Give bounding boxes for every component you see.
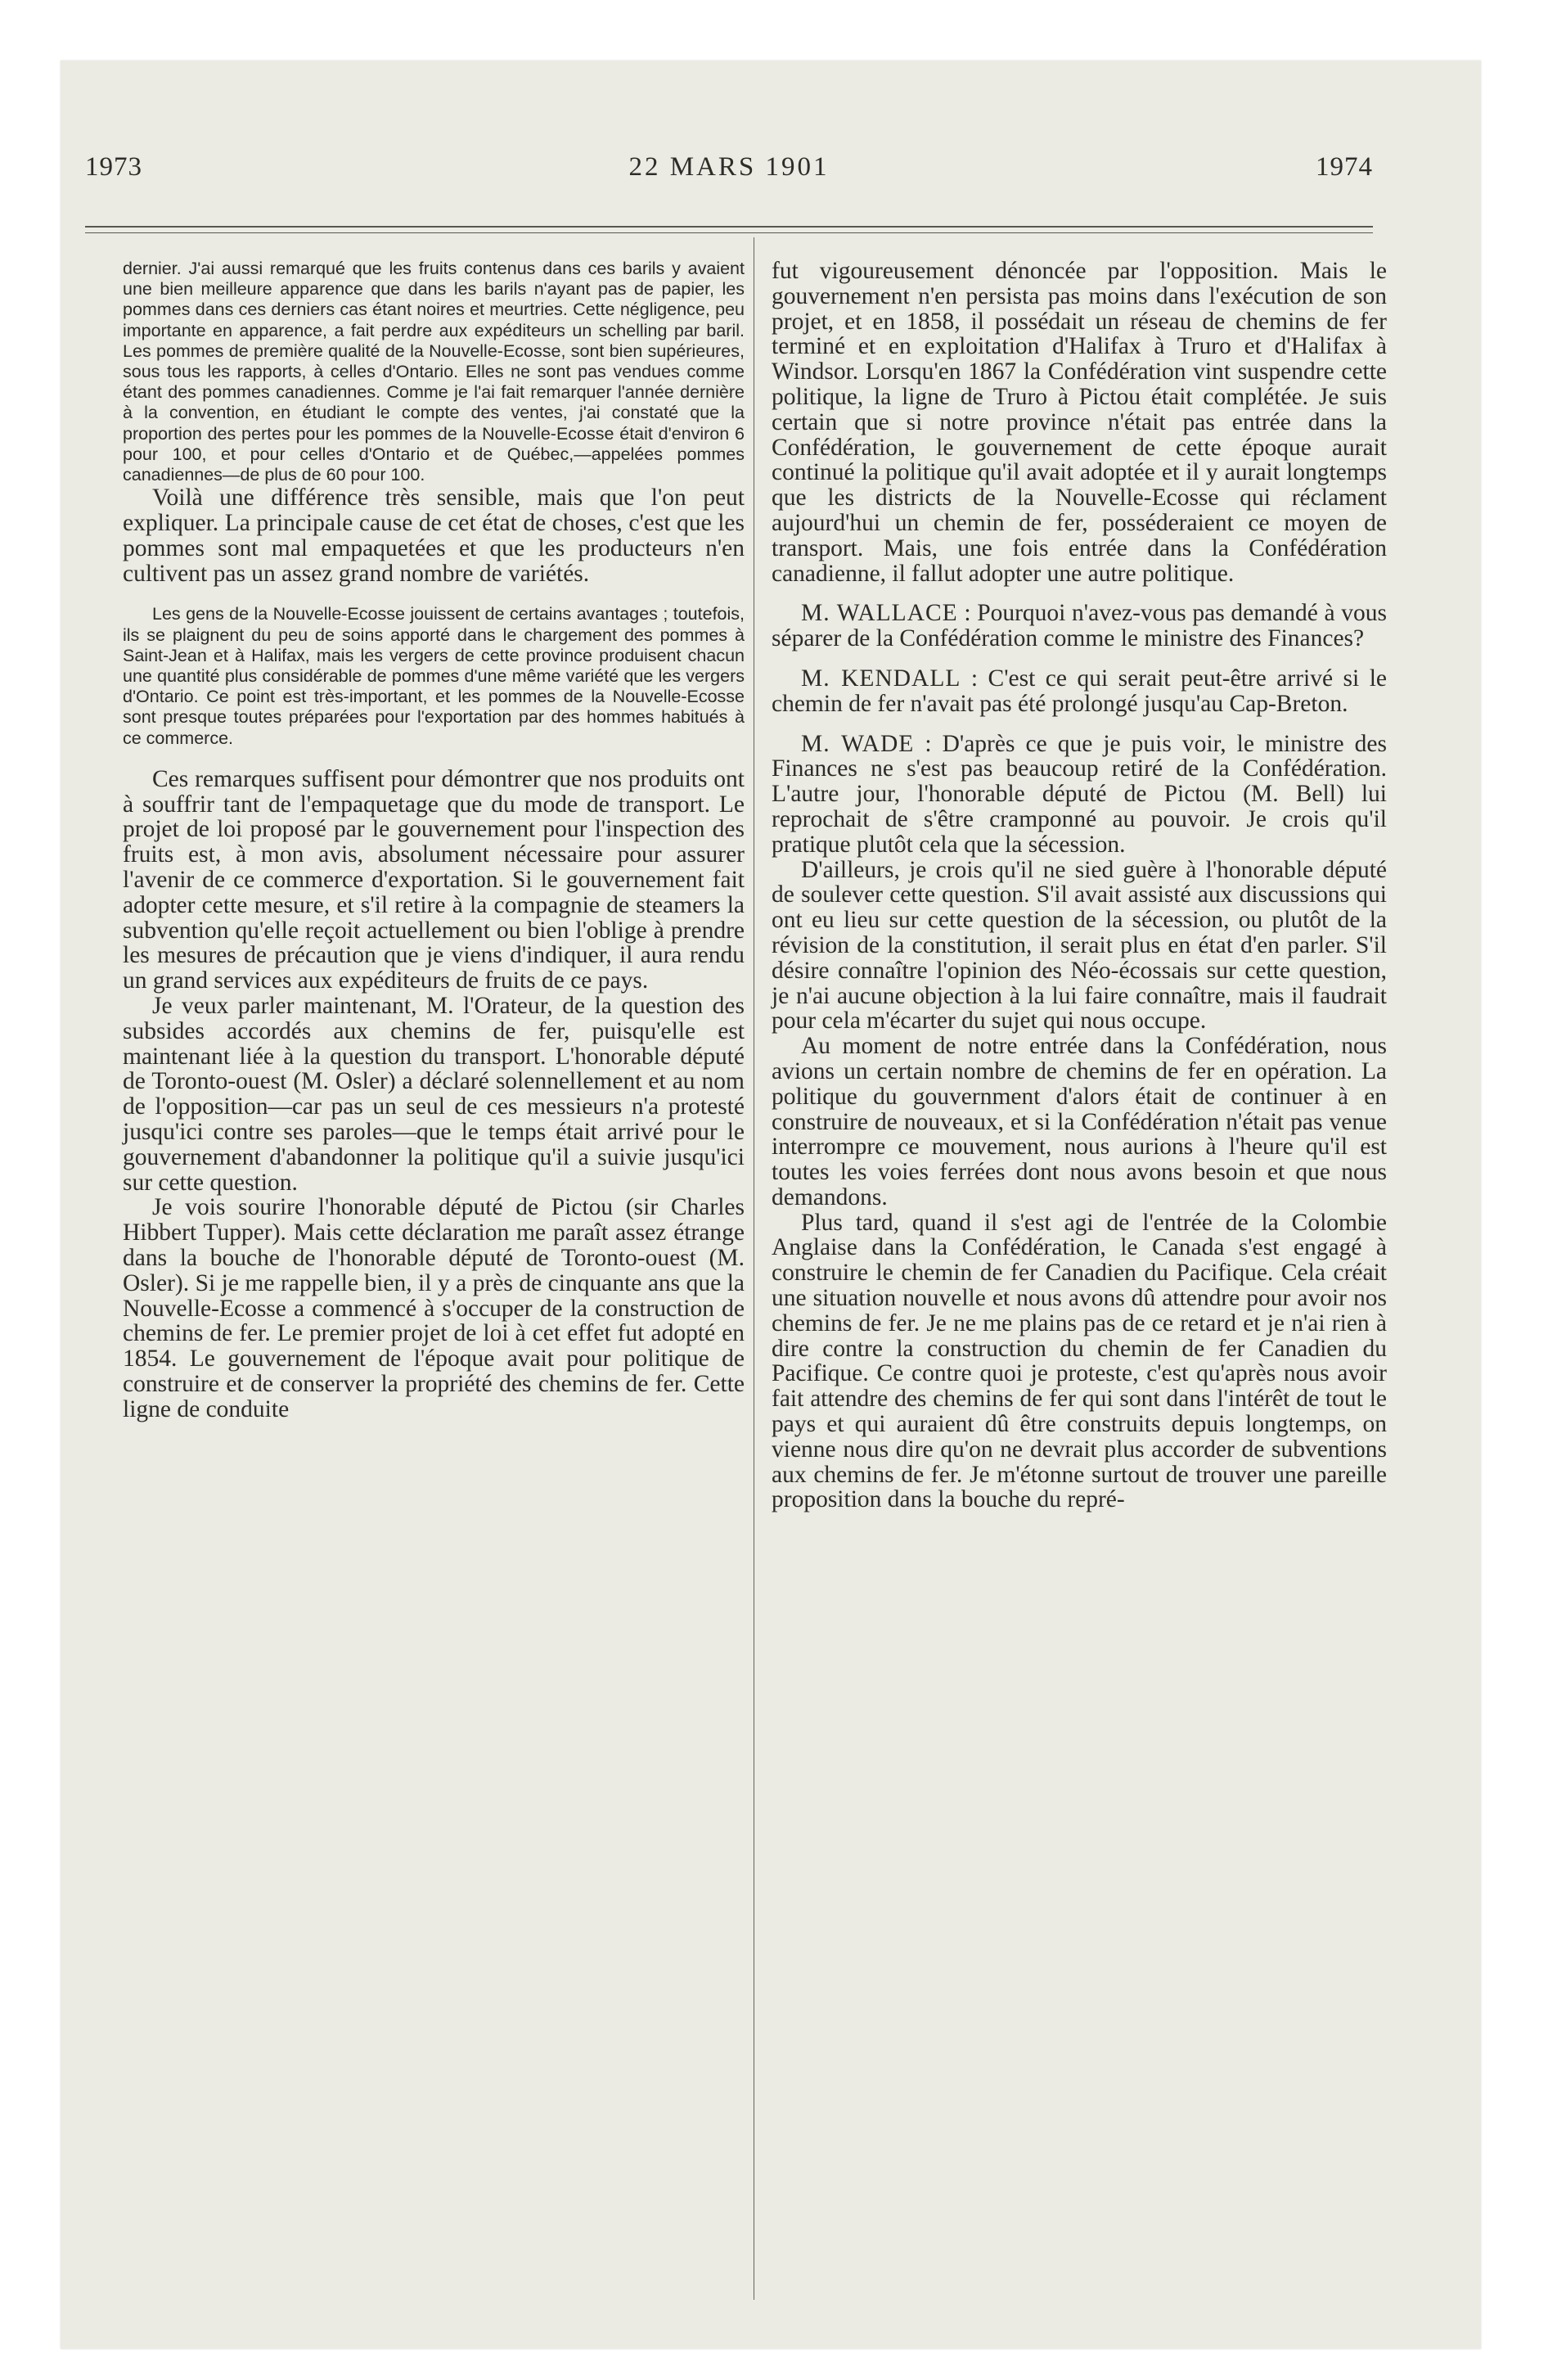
paragraph: Au moment de notre entrée dans la Confédération, nous avions un certain nombre de chemins de fer en opération. La politique du gouvernment d'alors était de continuer à en construire de nouveaux, et si la Confédération n'était pas venue interrompre ce mouvement, nous aurions à l'heure qu'il est toutes les voies ferrées dont nous avons besoin et que nous demandons. — [772, 1033, 1387, 1210]
speech-text: : C'est ce qui serait peut-être arrivé si le chemin de fer n'avait pas été prolongé jusqu'au Cap-Breton. — [772, 665, 1387, 717]
paragraph: D'ailleurs, je crois qu'il ne sied guère à l'honorable député de soulever cette question. S'il avait assisté aux discussions qui ont eu lieu sur cette question de la sécession, ou plutôt de la révision de la constitution, il serait plus en état d'en parler. S'il désire connaître l'opinion des Néo-écossais sur cette question, je n'ai aucune objection à la lui faire connaître, mais il faudrait pour cela m'écarter du sujet qui nous occupe. — [772, 856, 1387, 1034]
page-number-left: 1973 — [85, 152, 142, 182]
header-date: 22 MARS 1901 — [628, 152, 830, 182]
header-rule — [85, 226, 1373, 233]
speech-paragraph — [772, 601, 1387, 651]
speech-paragraph — [772, 666, 1387, 717]
paragraph: Plus tard, quand il s'est agi de l'entrée de la Colombie Anglaise dans la Confédération, le Canada s'est engagé à construire le chemin de fer Canadien du Pacifique. Cela créait une situation nouvelle et nous avons dû attendre pour avoir nos chemins de fer. Je ne me plains pas de ce retard et je n'ai rien à dire contre la construction du chemin de fer Canadien du Pacifique. Ce contre quoi je proteste, c'est qu'après nous avoir fait attendre des chemins de fer qui sont dans l'intérêt de tout le pays et qui auraient dû être construits depuis longtemps, on vienne nous dire qu'on ne devrait plus accorder de subventions aux chemins de fer. Je m'étonne surtout de trouver une pareille proposition dans la bouche du repré- — [772, 1209, 1387, 1513]
speech-text: : Pourquoi n'avez-vous pas demandé à vous séparer de la Confédération comme le ministre des Finances? — [772, 600, 1387, 652]
speech-paragraph — [772, 732, 1387, 858]
paragraph: Les gens de la Nouvelle-Ecosse jouissent de certains avantages ; toutefois, ils se plaignent du peu de soins apporté dans le chargement des pommes à Saint-Jean et à Halifax, mais les vergers de cette province produisent chacun une quantité plus considérable de pommes d'une même variété que les vergers d'Ontario. Ce point est très-important, et les pommes de la Nouvelle-Ecosse sont presque toutes préparées pour l'exportation par des hommes habitués à ce commerce. — [123, 604, 745, 748]
paragraph: Ces remarques suffisent pour démontrer que nos produits ont à souffrir tant de l'empaquetage que du mode de transport. Le projet de loi proposé par le gouvernement pour l'inspection des fruits est, à mon avis, absolument nécessaire pour assurer l'avenir de ce commerce d'exportation. Si le gouvernement fait adopter cette mesure, et s'il retire à la compagnie de steamers la subvention qu'elle reçoit actuellement ou bien l'oblige à prendre les mesures de précaution que je viens d'indiquer, il aura rendu un grand services aux expéditeurs de fruits de ce pays. — [123, 765, 745, 994]
speaker-name: M. WADE — [801, 730, 915, 757]
page-number-right: 1974 — [1316, 152, 1373, 182]
paragraph: fut vigoureusement dénoncée par l'opposition. Mais le gouvernement n'en persista pas moins dans l'exécution de son projet, et en 1858, il possédait un réseau de chemins de fer terminé et en exploitation d'Halifax à Truro et d'Halifax à Windsor. Lorsqu'en 1867 la Confédération vint suspendre cette politique, la ligne de Truro à Pictou était complétée. Je suis certain que si notre province n'était pas entrée dans la Confédération, le gouvernement de cette époque aurait continué la politique qu'il avait adoptée et il y aurait longtemps que les districts de la Nouvelle-Ecosse qui réclament aujourd'hui un chemin de fer, posséderaient ce moyen de transport. Mais, une fois entrée dans la Confédération canadienne, il fallut adopter une autre politique. — [772, 258, 1387, 587]
page-header — [85, 152, 1373, 201]
paragraph: Voilà une différence très sensible, mais que l'on peut expliquer. La principale cause de cet état de choses, c'est que les pommes sont mal empaquetées et que les producteurs n'en cultivent pas un assez grand nombre de variétés. — [123, 485, 745, 587]
right-column — [772, 259, 1387, 1512]
speaker-name: M. KENDALL — [801, 665, 961, 692]
paragraph: dernier. J'ai aussi remarqué que les fruits contenus dans ces barils y avaient une bien meilleure apparence que dans les barils n'ayant pas de papier, les pommes dans ces derniers cas étant noires et meurtries. Cette négligence, peu importante en apparence, a fait perdre aux expéditeurs un schelling par baril. Les pommes de première qualité de la Nouvelle-Ecosse, sont bien supérieures, sous tous les rapports, à celles d'Ontario. Elles ne sont pas vendues comme étant des pommes canadiennes. Comme je l'ai fait remarquer l'année dernière à la convention, en étudiant le compte des ventes, j'ai constaté que la proportion des pertes pour les pommes de la Nouvelle-Ecosse était d'environ 6 pour 100, et pour celles d'Ontario et de Québec,—appelées pommes canadiennes—de plus de 60 pour 100. — [123, 259, 745, 485]
paragraph: Je vois sourire l'honorable député de Pictou (sir Charles Hibbert Tupper). Mais cette déclaration me paraît assez étrange dans la bouche de l'honorable député de Toronto-ouest (M. Osler). Si je me rappelle bien, il y a près de cinquante ans que la Nouvelle-Ecosse a commencé à s'occuper de la construction de chemins de fer. Le premier projet de loi à cet effet fut adopté en 1854. Le gouvernement de l'époque avait pour politique de construire et de conserver la propriété des chemins de fer. Cette ligne de conduite — [123, 1194, 745, 1422]
paragraph: Je veux parler maintenant, M. l'Orateur, de la question des subsides accordés aux chemins de fer, puisqu'elle est maintenant liée à la question du transport. L'honorable député de Toronto-ouest (M. Osler) a déclaré solennellement et au nom de l'opposition—car pas un seul de ces messieurs n'a protesté jusqu'ici contre ses paroles—que le temps était arrivé pour le gouvernement d'abandonner la politique qu'il a suivie jusqu'ici sur cette question. — [123, 993, 745, 1196]
speaker-name: M. WALLACE — [801, 600, 958, 627]
speech-text: : D'après ce que je puis voir, le ministre des Finances ne s'est pas beaucoup retiré de la Confédération. L'autre jour, l'honorable député de Pictou (M. Bell) lui reprochait de s'être cramponné au pouvoir. Je crois qu'il pratique plutôt cela que la sécession. — [772, 730, 1387, 858]
left-column — [123, 259, 745, 1422]
